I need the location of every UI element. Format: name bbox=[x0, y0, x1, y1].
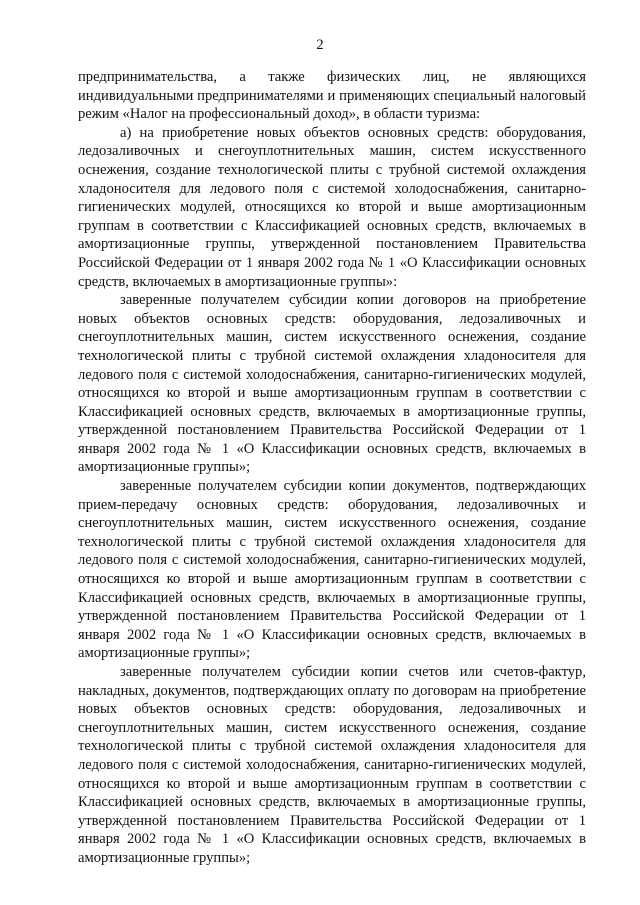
document-body bbox=[78, 68, 586, 868]
paragraph-contracts-copies: заверенные получателем субсидии копии договоров на приобретение новых объектов основных средств: оборудования, ледозаливочных и снегоуплотнительных машин, систем искусственного оснежения, создание технологической плиты с трубной системой охлаждения хладоносителя для ледового поля с системой холодоснабжения, санитарно-гигиенических модулей, относящихся ко второй и выше амортизационным группам в соответствии с Классификацией основных средств, включаемых в амортизационные группы, утвержденной постановлением Правительства Российской Федерации от 1 января 2002 года № 1 «О Классификации основных средств, включаемых в амортизационные группы»; bbox=[78, 292, 586, 476]
page-number: 2 bbox=[316, 37, 324, 53]
paragraph-acceptance-copies: заверенные получателем субсидии копии документов, подтверждающих прием-передачу основных средств: оборудования, ледозаливочных и снегоуплотнительных машин, систем искусственного оснежения, создание технологической плиты с трубной системой охлаждения хладоносителя для ледового поля с системой холодоснабжения, санитарно-гигиенических модулей, относящихся ко второй и выше амортизационным группам в соответствии с Классификацией основных средств, включаемых в амортизационные группы, утвержденной постановлением Правительства Российской Федерации от 1 января 2002 года № 1 «О Классификации основных средств, включаемых в амортизационные группы»; bbox=[78, 478, 586, 662]
paragraph-intro-continuation: предпринимательства, а также физических лиц, не являющихся индивидуальными предпринимателями и применяющих специальный налоговый режим «Налог на профессиональный доход», в области туризма: bbox=[78, 69, 586, 123]
paragraph-invoices-copies: заверенные получателем субсидии копии счетов или счетов-фактур, накладных, документов, подтверждающих оплату по договорам на приобретение новых объектов основных средств: оборудования, ледозаливочных и снегоуплотнительных машин, систем искусственного оснежения, создание технологической плиты с трубной системой охлаждения хладоносителя для ледового поля с системой холодоснабжения, санитарно-гигиенических модулей, относящихся ко второй и выше амортизационным группам в соответствии с Классификацией основных средств, включаемых в амортизационные группы, утвержденной постановлением Правительства Российской Федерации от 1 января 2002 года № 1 «О Классификации основных средств, включаемых в амортизационные группы»; bbox=[78, 664, 586, 866]
paragraph-item-a: а) на приобретение новых объектов основных средств: оборудования, ледозаливочных и снегоуплотнительных машин, систем искусственного оснежения, создание технологической плиты с трубной системой охлаждения хладоносителя для ледового поля с системой холодоснабжения, санитарно-гигиенических модулей, относящихся ко второй и выше амортизационным группам в соответствии с Классификацией основных средств, включаемых в амортизационные группы, утвержденной постановлением Правительства Российской Федерации от 1 января 2002 года № 1 «О Классификации основных средств, включаемых в амортизационные группы»: bbox=[78, 124, 586, 290]
